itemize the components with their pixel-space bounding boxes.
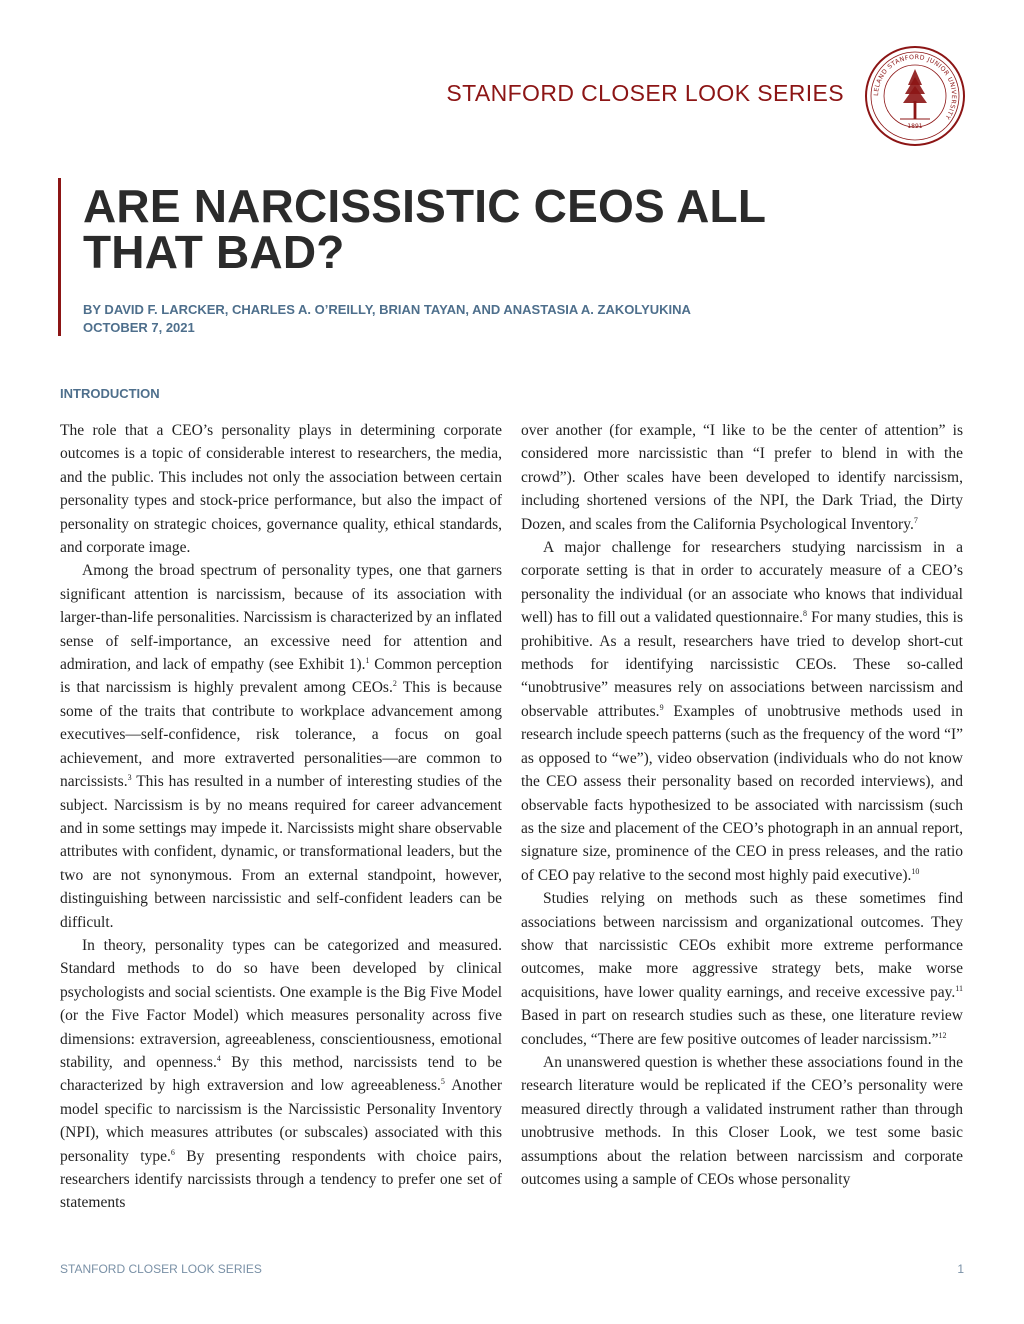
left-column <box>60 419 502 1215</box>
footer-series: STANFORD CLOSER LOOK SERIES <box>60 1262 262 1276</box>
byline <box>83 301 958 336</box>
footnote-ref: 11 <box>955 983 963 993</box>
paragraph: over another (for example, “I like to be the center of attention” is considered more narcissistic than “I prefer to blend in with the crowd”). Other scales have been developed to identify narcissism, including shortened versions of the NPI, the Dark Triad, the Dirty Dozen, and scales from the California Psychological Inventory.$^7$ <box>521 422 963 533</box>
paragraph: Studies relying on methods such as these sometimes find associations between narcissism and organizational outcomes. They show that narcissistic CEOs exhibit more extreme performance outcomes, make more aggressive strategy bets, make worse acquisitions, have lower quality earnings, and receive excessive pay.$^{11}$ Based in part on research studies such as these, one literature review concludes, “There are few positive outcomes of leader narcissism.”$^{12}$ <box>521 890 963 1048</box>
publication-date: OCTOBER 7, 2021 <box>83 319 195 335</box>
page-number: 1 <box>957 1262 964 1276</box>
footnote-ref: 6 <box>170 1147 175 1157</box>
paragraph: In theory, personality types can be categorized and measured. Standard methods to do so have been developed by clinical psychologists and social scientists. One example is the Big Five Model (or the Five Factor Model) which measures personality across five dimensions: extraversion, agreeableness, conscientiousness, emotional stability, and openness.$^4$ By this method, narcissists tend to be characterized by high extraversion and low agreeableness.$^5$ Another model specific to narcissism is the Narcissistic Personality Inventory (NPI), which measures attributes (or subscales) associated with this personality type.$^6$ By presenting respondents with choice pairs, researchers identify narcissists through a tendency to prefer one set of statements <box>60 936 503 1212</box>
page-footer <box>60 1262 964 1276</box>
university-seal-logo <box>864 45 966 147</box>
svg-text:1891: 1891 <box>907 123 923 130</box>
footnote-ref: 1 <box>365 655 370 665</box>
footnote-ref: 3 <box>127 772 132 782</box>
footnote-ref: 2 <box>392 679 397 689</box>
footnote-ref: 9 <box>659 702 664 712</box>
footnote-ref: 10 <box>911 866 920 876</box>
page-title: ARE NARCISSISTIC CEOS ALL THAT BAD? <box>83 180 766 278</box>
footnote-ref: 8 <box>803 609 808 619</box>
title-block <box>58 178 958 336</box>
authors: BY DAVID F. LARCKER, CHARLES A. O’REILLY, BRIAN TAYAN, AND ANASTASIA A. ZAKOLYUKINA <box>83 302 691 317</box>
svg-text:LELAND STANFORD JUNIOR UNIVERS: LELAND STANFORD JUNIOR UNIVERSITY <box>872 53 958 121</box>
paragraph: An unanswered question is whether these associations found in the research literature would be replicated if the CEO’s personality were measured directly through a validated instrument rather than through unobtrusive methods. In this Closer Look, we test some basic assumptions about the relation between narcissism and corporate outcomes using a sample of CEOs whose personality <box>521 1053 963 1188</box>
footnote-ref: 12 <box>938 1030 947 1040</box>
paragraph: The role that a CEO’s personality plays in determining corporate outcomes is a topic of considerable interest to researchers, the media, and the public. This includes not only the association between certain personality types and stock-price performance, but also the impact of personality on strategic choices, governance quality, ethical standards, and corporate image. <box>60 422 502 557</box>
series-header: STANFORD CLOSER LOOK SERIES <box>446 80 844 106</box>
paragraph: Among the broad spectrum of personality types, one that garners significant attention is narcissism, because of its association with larger-than-life personalities. Narcissism is characterized by an inflated sense of self-importance, an excessive need for attention and admiration, and lack of empathy (see Exhibit 1).$^1$ Common perception is that narcissism is highly prevalent among CEOs.$^2$ This is because some of the traits that contribute to workplace advancement among executives—self-confidence, risk tolerance, a focus on goal achievement, and more extraverted personalities—are common to narcissists.$^3$ This has resulted in a number of interesting studies of the subject. Narcissism is by no means required for career advancement and in some settings may impede it. Narcissists might share observable attributes with confident, dynamic, or transformational leaders, but the two are not synonymous. From an external standpoint, however, distinguishing between narcissistic and self-confident leaders can be difficult. <box>60 562 502 931</box>
footnote-ref: 4 <box>216 1053 221 1063</box>
footnote-ref: 7 <box>913 515 918 525</box>
redwood-tree-icon <box>900 69 930 119</box>
section-heading: INTRODUCTION <box>60 386 160 401</box>
right-column <box>521 419 963 1191</box>
paragraph: A major challenge for researchers studying narcissism in a corporate setting is that in order to accurately measure of a CEO’s personality the individual (or an associate who knows that individual well) has to fill out a validated questionnaire.$^8$ For many studies, this is prohibitive. As a result, researchers have tried to develop short-cut methods for identifying narcissistic CEOs. These so-called “unobtrusive” measures rely on associations between narcissism and observable attributes.$^9$ Examples of unobtrusive methods used in research include speech patterns (such as the frequency of the word “I” as opposed to “we”), video observation (individuals who do not know the CEO assess their personality based on recorded interviews), and observable facts hypothesized to be associated with narcissism (such as the size and placement of the CEO’s photograph in an annual report, signature size, prominence of the CEO in press releases, and the ratio of CEO pay relative to the second most highly paid executive).$^{10}$ <box>521 539 963 884</box>
footnote-ref: 5 <box>440 1077 445 1087</box>
